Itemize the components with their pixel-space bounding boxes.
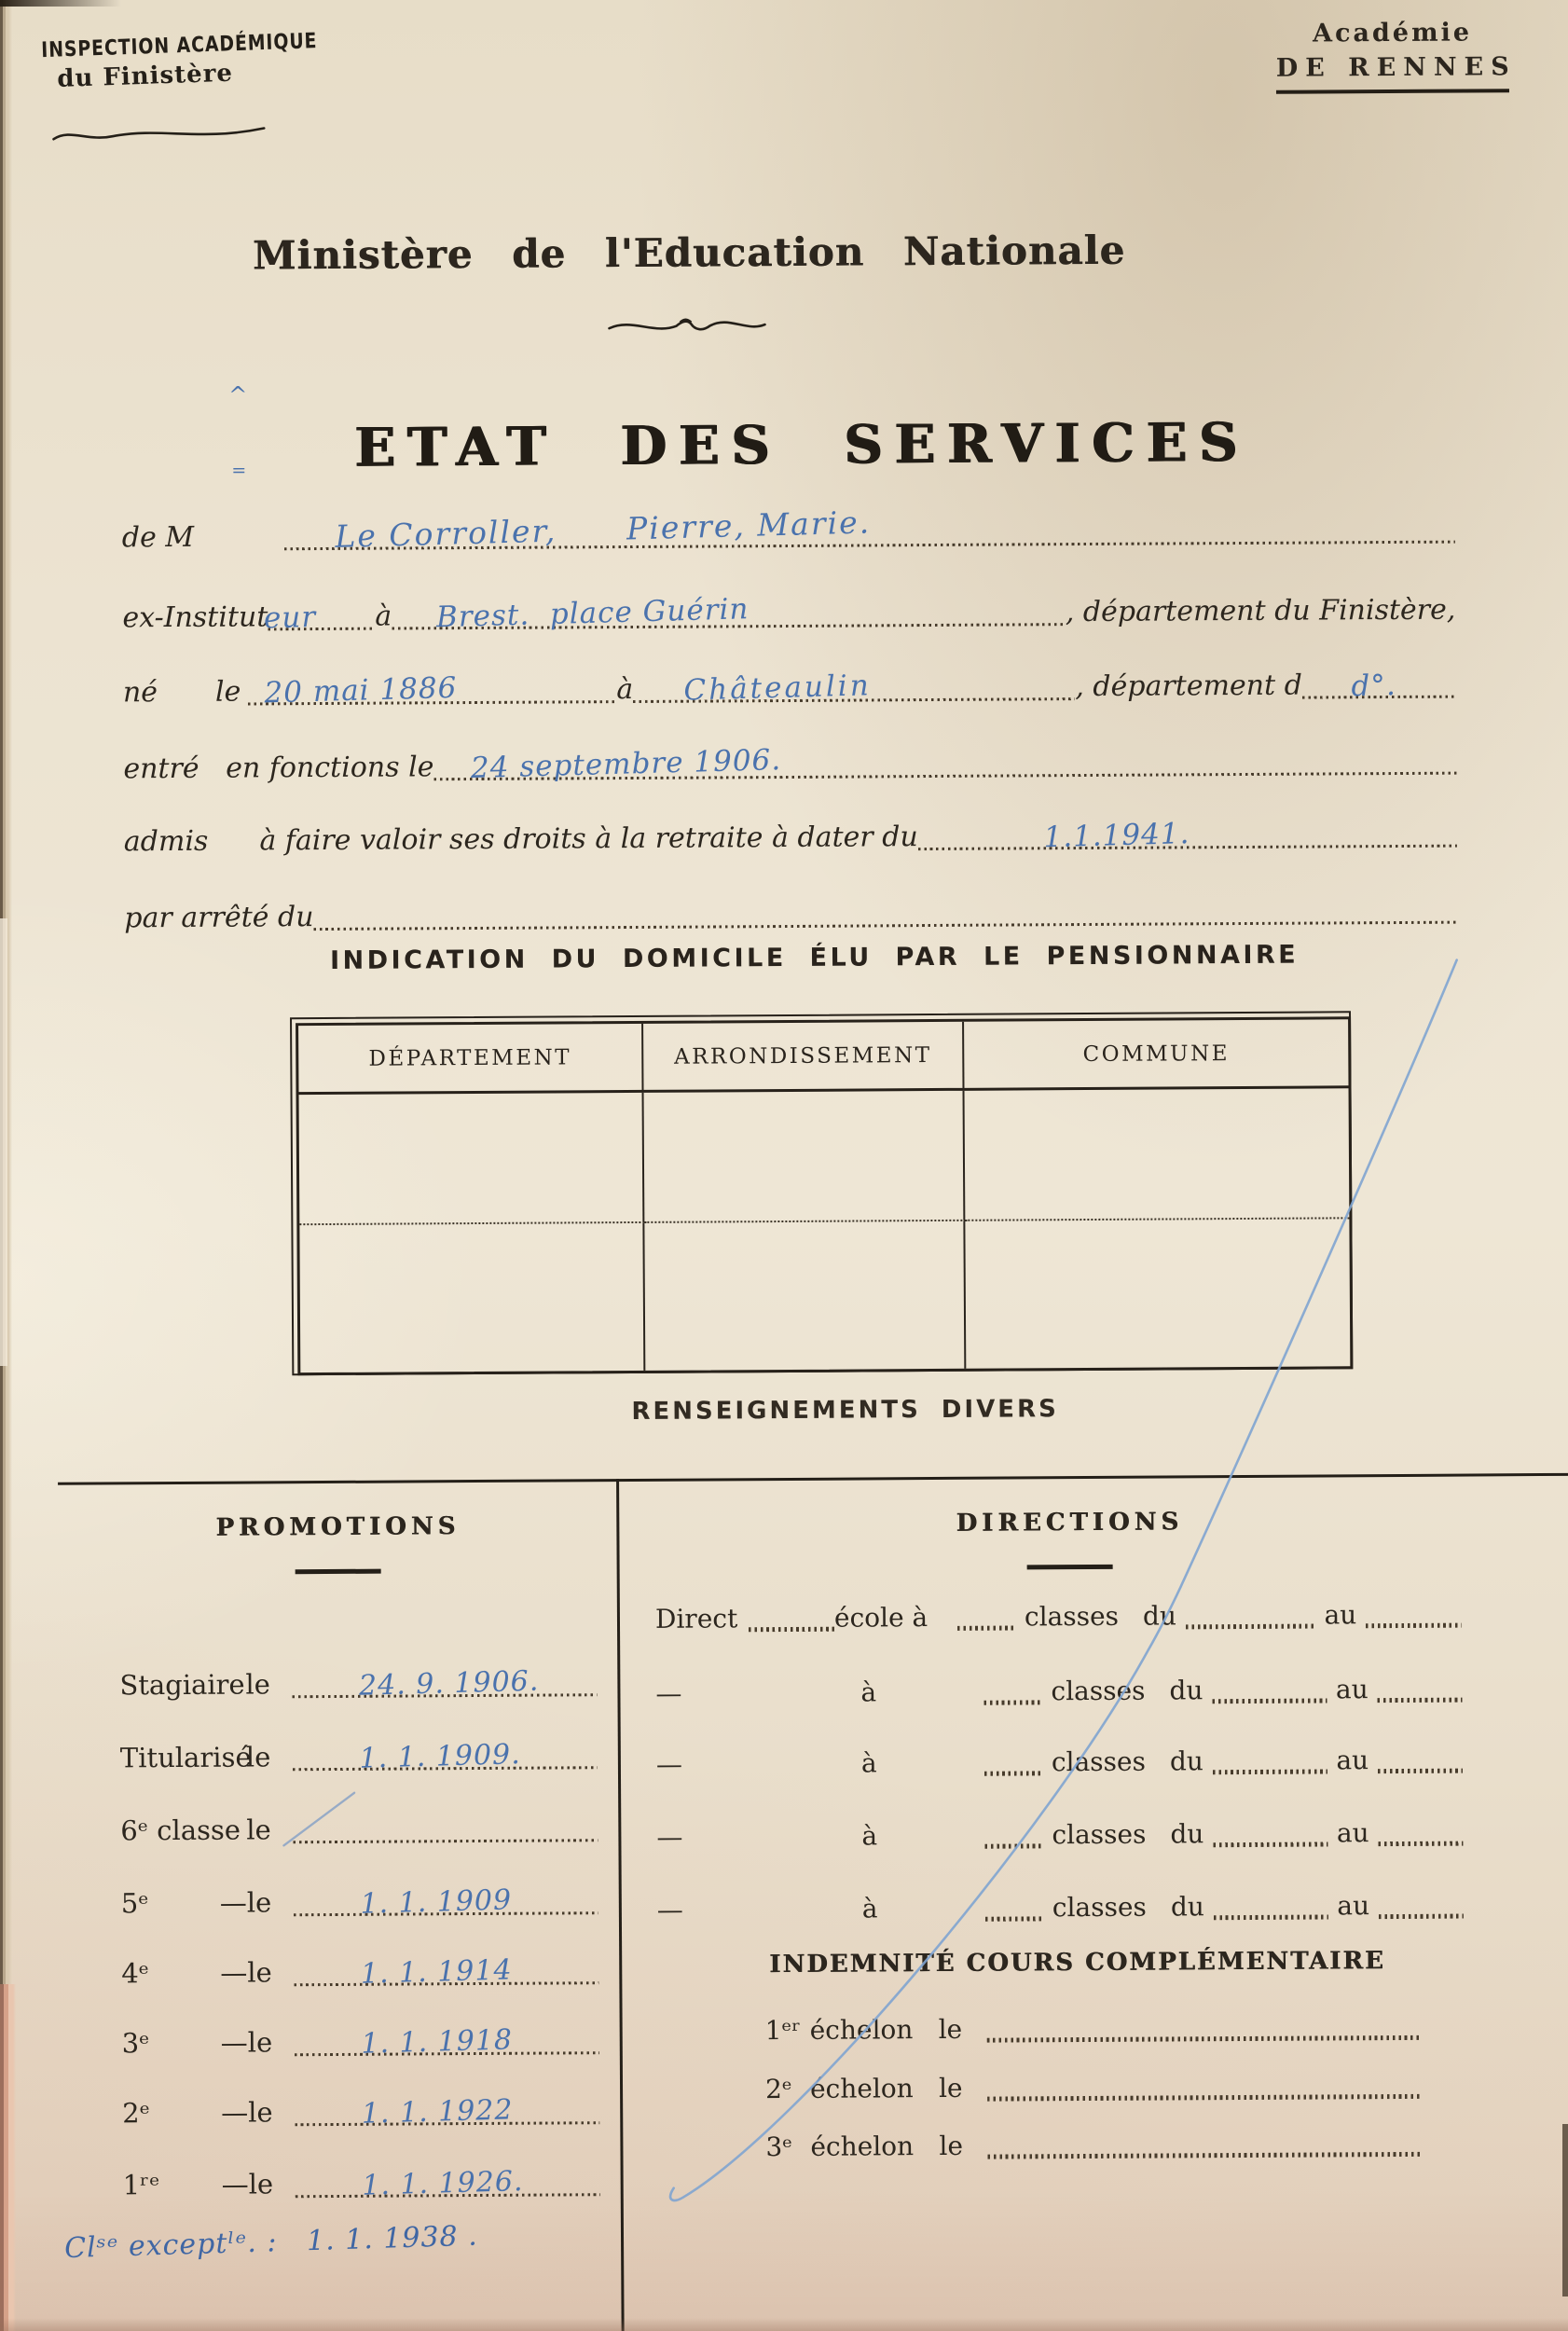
label-a: à (860, 1747, 877, 1779)
table-cell (965, 1088, 1350, 1221)
promotions-heading: PROMOTIONS (215, 1512, 461, 1542)
dotted-line (1302, 668, 1456, 704)
label-par-arrete: par arrêté du (124, 901, 314, 935)
dash: — (220, 2026, 248, 2059)
dotted-line (1379, 1841, 1464, 1847)
handwritten-entry-date: 24 septembre 1906. (470, 743, 782, 786)
promotion-label: 5ᵉ (120, 1887, 149, 1920)
directions-heading: DIRECTIONS (956, 1508, 1184, 1538)
echelon-number: 2ᵉ (764, 2073, 792, 2105)
dotted-line (918, 817, 1457, 855)
echelon-number: 3ᵉ (765, 2131, 793, 2163)
dotted-line (392, 592, 1066, 635)
column-header-commune: COMMUNE (964, 1019, 1348, 1091)
label-classes: classes (1051, 1745, 1147, 1778)
spacer (750, 1772, 861, 1778)
dotted-line (248, 670, 616, 710)
table-cell (644, 1091, 966, 1223)
dotted-line (434, 743, 1457, 786)
label-a: à (375, 600, 392, 633)
table-cell (965, 1219, 1350, 1369)
handwritten-date: 1. 1. 1914 (360, 1953, 514, 1991)
label-a: à (861, 1820, 878, 1852)
handwritten-place: Brest. place Guérin (435, 592, 750, 635)
column-header-arrondissement: ARRONDISSEMENT (643, 1022, 964, 1093)
label-classes: classes (1051, 1675, 1146, 1707)
label-a: à (861, 1893, 878, 1924)
dotted-line (293, 1839, 598, 1843)
label-le: le (245, 1668, 270, 1701)
inspection-stamp (40, 28, 318, 94)
table-cell (299, 1093, 645, 1225)
label-du: du (1169, 1745, 1204, 1777)
label-au: au (1336, 1817, 1369, 1849)
handwritten-date: 1. 1. 1909. (359, 1738, 522, 1775)
label-classes: classes (1052, 1818, 1147, 1851)
dash: — (655, 1748, 683, 1780)
spacer (750, 1702, 861, 1707)
dotted-line (984, 1771, 1042, 1775)
dotted-line (984, 1843, 1042, 1848)
label-a: à (860, 1676, 877, 1708)
echelon-row-3 (765, 2119, 1423, 2164)
spacer (750, 1918, 862, 1924)
handwritten-date: 1. 1. 1918 (360, 2023, 514, 2061)
page-title: ETAT DES SERVICES (354, 410, 1250, 479)
academy-underline (1276, 89, 1509, 94)
label-le: le (248, 2096, 273, 2129)
echelon-row-1 (765, 2003, 1423, 2048)
domicile-table (290, 1011, 1353, 1375)
dash: — (220, 1956, 248, 1989)
label-direct: Direct (654, 1603, 738, 1634)
label-le: le (246, 1886, 272, 1919)
paper-edge-bottom (0, 2318, 1568, 2331)
promotion-label: Titularisé (119, 1741, 252, 1774)
dotted-line (296, 2165, 600, 2202)
label-classes: classes (1052, 1891, 1147, 1924)
promotion-row-1re (123, 2159, 600, 2202)
handwritten-retirement-date: 1.1.1941. (1042, 817, 1190, 855)
label-echelon: échelon (809, 2073, 914, 2104)
label-au: au (1324, 1599, 1357, 1631)
label-au: au (1335, 1674, 1369, 1705)
dotted-line (295, 2023, 599, 2061)
label-classes: classes (1024, 1600, 1120, 1633)
direction-row (655, 1591, 1462, 1636)
promotion-row-6e (120, 1804, 598, 1848)
label-le: le (248, 2168, 274, 2200)
table-cell (644, 1221, 966, 1371)
label-le: le (938, 2072, 963, 2104)
domicile-table-inner (296, 1016, 1353, 1375)
dotted-line (1213, 1841, 1327, 1847)
table-cell (299, 1223, 645, 1372)
handwritten-note-classe-exceptionnelle: Clˢᵉ exceptˡᵉ. : 1. 1. 1938 . (63, 2219, 479, 2266)
direction-row (656, 1736, 1463, 1782)
label-le: le (938, 2013, 963, 2046)
dotted-line (987, 2152, 1423, 2159)
handwritten-date: 1. 1. 1909 (359, 1883, 513, 1921)
dotted-line (957, 1625, 1015, 1630)
promotions-underline (296, 1569, 381, 1575)
label-le: le (939, 2130, 964, 2162)
handwritten-name: Le Corroller, Pierre, Marie. (334, 503, 872, 555)
academy-line2: DE RENNES (1275, 52, 1517, 83)
dotted-line (293, 1738, 598, 1775)
dotted-line (263, 600, 375, 636)
horizontal-divider (58, 1473, 1568, 1485)
promotion-label: 1ʳᵉ (122, 2169, 160, 2201)
dotted-line (1366, 1623, 1462, 1629)
direction-row (657, 1882, 1464, 1927)
dash: — (656, 1821, 683, 1853)
dotted-line (1214, 1914, 1328, 1920)
label-departement-d: , département d (1075, 669, 1302, 704)
label-echelon: échelon (809, 2014, 914, 2046)
dotted-line (1378, 1769, 1463, 1774)
promotion-label: 6ᵉ classe (120, 1814, 241, 1847)
handwritten-birthplace: Châteaulin (683, 669, 873, 708)
dotted-line (292, 1664, 597, 1703)
paper-edge-light (0, 918, 7, 1366)
spacer (750, 1845, 861, 1851)
dash: — (219, 1886, 247, 1919)
dotted-line (283, 503, 1454, 555)
promotion-row-2e (122, 2087, 599, 2131)
form-line-retirement (124, 806, 1457, 861)
label-le: le (214, 675, 241, 709)
label-departement-finistere: , département du Finistère, (1065, 593, 1456, 629)
label-a: à (616, 672, 634, 707)
dash: — (656, 1894, 683, 1925)
handwritten-date: 1. 1. 1922 (361, 2093, 514, 2131)
domicile-heading: INDICATION DU DOMICILE ÉLU PAR LE PENSIONNAIRE (329, 940, 1300, 975)
academy-block (1275, 18, 1517, 94)
dash: — (221, 2168, 249, 2200)
dotted-line (749, 1627, 834, 1633)
dash: — (655, 1677, 682, 1709)
flourish-icon (49, 119, 270, 149)
handwritten-date: 24. 9. 1906. (358, 1664, 540, 1703)
promotion-label: 4ᵉ (121, 1957, 150, 1990)
pen-caret-mark: ^ = (228, 381, 248, 481)
direction-row (655, 1665, 1462, 1711)
dotted-line (314, 921, 1458, 931)
label-au: au (1336, 1745, 1369, 1776)
stamp-line1: INSPECTION ACADÉMIQUE (40, 28, 318, 62)
label-le: le (246, 1814, 271, 1846)
indemnite-heading: INDEMNITÉ COURS COMPLÉMENTAIRE (769, 1947, 1385, 1979)
promotion-row-stagiaire (119, 1659, 597, 1703)
dotted-line (1186, 1624, 1315, 1630)
label-echelon: échelon (810, 2131, 915, 2162)
promotion-label: 2ᵉ (122, 2097, 150, 2130)
dotted-line (633, 669, 1075, 708)
vertical-divider (616, 1479, 625, 2331)
label-admis: admis (123, 824, 209, 859)
column-header-departement: DÉPARTEMENT (298, 1024, 643, 1095)
stamp-line2: du Finistère (56, 59, 234, 94)
dotted-line (985, 1916, 1043, 1921)
label-le: le (247, 2026, 273, 2059)
dotted-line (1379, 1914, 1464, 1920)
form-line-birth (123, 656, 1456, 711)
handwritten-eur: eur (263, 600, 317, 636)
form-line-profession (122, 582, 1455, 637)
label-le: le (245, 1741, 271, 1773)
dotted-line (1212, 1698, 1327, 1703)
dotted-line (987, 2035, 1423, 2043)
dotted-line (1213, 1769, 1327, 1774)
dash: — (221, 2096, 249, 2129)
dotted-line (1378, 1698, 1463, 1703)
label-de-m: de M (121, 520, 195, 555)
paper-edge-pink (0, 1984, 16, 2331)
label-ecole-a: école à (833, 1602, 928, 1634)
promotion-row-4e (121, 1947, 598, 1991)
renseignements-heading: RENSEIGNEMENTS DIVERS (631, 1395, 1059, 1427)
label-du: du (1170, 1891, 1204, 1923)
label-du: du (1142, 1600, 1177, 1632)
label-retraite: à faire valoir ses droits à la retraite à dater du (259, 821, 918, 858)
handwritten-birthdate: 20 mai 1886 (264, 670, 459, 710)
label-du: du (1170, 1818, 1204, 1850)
dotted-line (987, 2094, 1423, 2102)
dotted-line (294, 1883, 598, 1921)
promotion-row-titularise (120, 1731, 598, 1775)
label-entre: entré en fonctions le (123, 751, 434, 786)
direction-row (656, 1809, 1463, 1855)
label-au: au (1337, 1890, 1370, 1922)
paper-edge-top (0, 0, 121, 7)
dotted-line (984, 1700, 1042, 1704)
label-le: le (247, 1956, 272, 1989)
ornament-icon (605, 313, 768, 338)
academy-line1: Académie (1313, 18, 1473, 48)
paper-edge-right (1562, 2124, 1568, 2297)
handwritten-ditto: d°. (1350, 668, 1396, 704)
promotion-label: Stagiaire (119, 1668, 245, 1702)
echelon-row-2 (765, 2062, 1423, 2106)
label-ex-institut: ex-Institut (122, 600, 268, 635)
promotion-row-5e (121, 1877, 598, 1921)
promotion-label: 3ᵉ (121, 2027, 150, 2060)
form-line-entry (123, 733, 1456, 788)
echelon-number: 1ᵉʳ (764, 2014, 802, 2047)
dotted-line (294, 1953, 598, 1991)
dotted-line (295, 2093, 599, 2131)
directions-underline (1027, 1565, 1113, 1570)
promotion-row-3e (122, 2017, 599, 2061)
label-ne: né (122, 676, 158, 710)
handwritten-date: 1. 1. 1926. (361, 2165, 524, 2202)
form-line-decree (124, 882, 1457, 937)
ministry-title: Ministère de l'Education Nationale (252, 227, 1126, 279)
label-du: du (1169, 1675, 1204, 1706)
